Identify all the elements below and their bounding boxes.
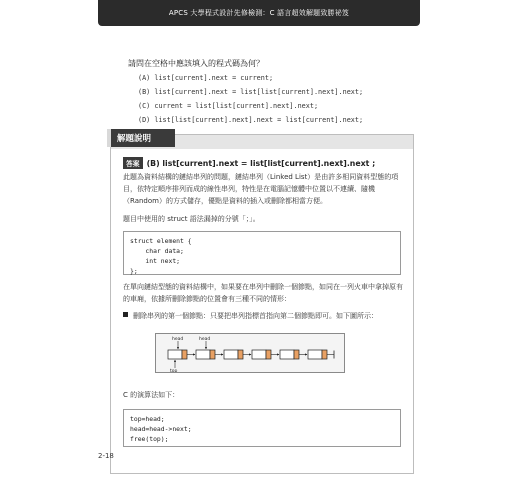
- page-header: [98, 0, 420, 26]
- header-title: APCS 大學程式設計先修檢測：C 語言超效解題致勝祕笈: [168, 9, 350, 17]
- label-top: top: [170, 369, 178, 372]
- label-head-old: head: [172, 337, 184, 342]
- answer-line: [123, 157, 375, 169]
- option-a: (A) list[current].next = current;: [138, 74, 274, 82]
- bullet-text: 刪除串列的第一個節點：只要把串列指標首指向第二個節點即可。如下圖所示：: [133, 312, 378, 320]
- node-1: [168, 350, 187, 359]
- question-prompt: 請問在空格中應該填入的程式碼為何？: [128, 59, 264, 68]
- algorithm-code-block: top=head; head=head->next; free(top);: [123, 409, 401, 447]
- explanation-paragraph-4: C 的演算法如下：: [123, 391, 180, 399]
- linked-list-svg: [156, 334, 344, 372]
- node-5: [280, 350, 299, 359]
- page-number: 2-18: [98, 452, 114, 460]
- node-6: [308, 350, 327, 359]
- option-c: (C) current = list[list[current].next].next;: [138, 102, 319, 110]
- node-3: [224, 350, 243, 359]
- explanation-paragraph-3: 在單向鏈結型態的資料結構中，如果要在串列中刪除一個節點，如同在一列火車中拿掉原有的車廂，依據所刪除節點的位置會有三種不同的情形：: [123, 283, 403, 303]
- bullet-item: [123, 311, 378, 321]
- linked-list-diagram: [155, 333, 345, 373]
- answer-tag: 答案: [123, 157, 143, 169]
- option-d: (D) list[list[current].next].next = list[current].next;: [138, 116, 364, 124]
- bullet-square-icon: [123, 312, 128, 317]
- label-head-new: head: [199, 337, 211, 342]
- node-4: [252, 350, 271, 359]
- section-title-tab: [107, 129, 175, 147]
- struct-code-block: struct element { char data; int next; };: [123, 231, 401, 275]
- explanation-section: [110, 134, 414, 474]
- answer-text: (B) list[current].next = list[list[current].next].next ;: [146, 159, 376, 168]
- section-title: 解題說明: [117, 134, 152, 144]
- explanation-paragraph-1: 此題為資料結構的鏈結串列的問題，鏈結串列（Linked List）是由許多相同資料型態的項目，依特定順序排列而成的線性串列，特性是在電腦記憶體中位置以不連續、隨機（Random）的方式儲存，優點是資料的插入或刪除都相當方便。: [123, 173, 399, 205]
- explanation-paragraph-2: 題目中使用的 struct 語法漏掉的分號「；」。: [123, 215, 260, 223]
- option-b: (B) list[current].next = list[list[current].next].next;: [138, 88, 364, 96]
- node-2: [196, 350, 215, 359]
